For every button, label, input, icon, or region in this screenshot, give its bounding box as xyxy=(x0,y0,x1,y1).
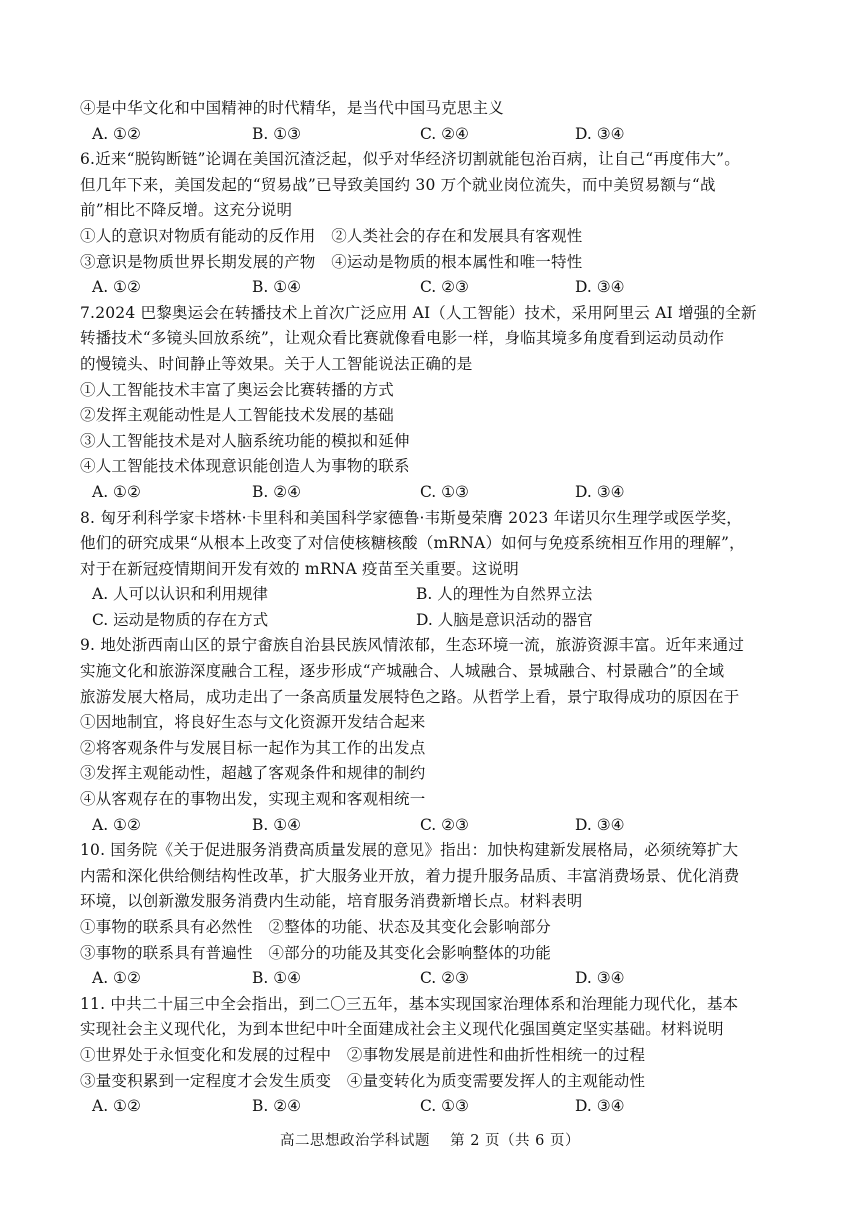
q6-statements: ③意识是物质世界长期发展的产物 ④运动是物质的根本属性和唯一特性 xyxy=(80,252,583,271)
q5-statement-4: ④是中华文化和中国精神的时代精华，是当代中国马克思主义 xyxy=(80,99,504,117)
q9-statement-2: ②将客观条件与发展目标一起作为其工作的出发点 xyxy=(80,738,426,757)
q8-stem-line: 他们的研究成果“从根本上改变了对信使核糖核酸（mRNA）如何与免疫系统相互作用的理解”， xyxy=(80,534,745,553)
q5-option-d: D. ③④ xyxy=(575,124,625,143)
q11-options xyxy=(80,1094,780,1120)
q9-stem-line: 旅游发展大格局，成功走出了一条高质量发展特色之路。从哲学上看，景宁取得成功的原因在于 xyxy=(80,687,740,706)
q11-option-c: C. ①③ xyxy=(420,1097,469,1116)
q5-option-b: B. ①③ xyxy=(252,124,302,143)
q7-option-a: A. ①② xyxy=(92,482,141,501)
q7-option-c: C. ①③ xyxy=(420,482,469,501)
q6-option-a: A. ①② xyxy=(92,278,141,297)
q8-option-b: B. 人的理性为自然界立法 xyxy=(416,585,593,604)
q6-option-d: D. ③④ xyxy=(575,278,625,297)
q11-statements: ①世界处于永恒变化和发展的过程中 ②事物发展是前进性和曲折性相统一的过程 xyxy=(80,1045,646,1064)
q6-statements: ①人的意识对物质有能动的反作用 ②人类社会的存在和发展具有客观性 xyxy=(80,226,583,245)
q5-options xyxy=(80,122,780,148)
q11-option-a: A. ①② xyxy=(92,1097,141,1116)
q6-option-b: B. ①④ xyxy=(252,278,302,297)
q7-statement-3: ③人工智能技术是对人脑系统功能的模拟和延伸 xyxy=(80,431,410,450)
q8-option-a: A. 人可以认识和利用规律 xyxy=(92,585,269,604)
q11-statements: ③量变积累到一定程度才会发生质变 ④量变转化为质变需要发挥人的主观能动性 xyxy=(80,1071,646,1090)
q7-stem-line: 转播技术“多镜头回放系统”，让观众看比赛就像看电影一样，身临其境多角度看到运动员动作 xyxy=(80,329,725,348)
q9-statement-4: ④从客观存在的事物出发，实现主观和客观相统一 xyxy=(80,790,426,809)
q7-statement-2: ②发挥主观能动性是人工智能技术发展的基础 xyxy=(80,406,395,425)
q9-statement-1: ①因地制宜，将良好生态与文化资源开发结合起来 xyxy=(80,713,426,732)
question-content xyxy=(80,96,780,1120)
q7-options xyxy=(80,480,780,506)
q7-statement-1: ①人工智能技术丰富了奥运会比赛转播的方式 xyxy=(80,380,395,399)
q8-option-d: D. 人脑是意识活动的器官 xyxy=(416,610,593,629)
q8-option-c: C. 运动是物质的存在方式 xyxy=(92,610,269,629)
q8-options-row-2 xyxy=(80,608,780,634)
q7-stem-line: 7.2024 巴黎奥运会在转播技术上首次广泛应用 AI（人工智能）技术，采用阿里云 AI 增强的全新 xyxy=(80,303,757,322)
q9-option-b: B. ①④ xyxy=(252,815,302,834)
q6-stem-line: 但几年下来，美国发起的“贸易战”已导致美国约 30 万个就业岗位流失，而中美贸易额与“战 xyxy=(80,175,716,194)
q10-option-b: B. ①④ xyxy=(252,969,302,988)
q11-option-d: D. ③④ xyxy=(575,1097,625,1116)
q10-statements: ①事物的联系具有必然性 ②整体的功能、状态及其变化会影响部分 xyxy=(80,918,552,936)
q7-statement-4: ④人工智能技术体现意识能创造人为事物的联系 xyxy=(80,457,410,476)
q9-option-a: A. ①② xyxy=(92,815,141,834)
q10-stem-line: 内需和深化供给侧结构性改革，扩大服务业开放，着力提升服务品质、丰富消费场景、优化消费 xyxy=(80,866,740,885)
page-footer: 高二思想政治学科试题 第 2 页（共 6 页） xyxy=(280,1133,580,1149)
q5-option-a: A. ①② xyxy=(92,124,141,143)
q9-options xyxy=(80,813,780,839)
q7-option-d: D. ③④ xyxy=(575,482,625,501)
q9-stem-line: 9. 地处浙西南山区的景宁畲族自治县民族风情浓郁，生态环境一流，旅游资源丰富。近年来通过 xyxy=(80,636,745,655)
q10-option-a: A. ①② xyxy=(92,969,141,988)
q10-statements: ③事物的联系具有普遍性 ④部分的功能及其变化会影响整体的功能 xyxy=(80,943,552,962)
q8-options-row-1 xyxy=(80,582,780,608)
q9-option-d: D. ③④ xyxy=(575,815,625,834)
q10-option-c: C. ②③ xyxy=(420,969,469,988)
q7-stem-line: 的慢镜头、时间静止等效果。关于人工智能说法正确的是 xyxy=(80,354,473,373)
q10-stem-line: 10. 国务院《关于促进服务消费高质量发展的意见》指出：加快构建新发展格局，必须统筹扩大 xyxy=(80,841,739,860)
q6-option-c: C. ②③ xyxy=(420,278,469,297)
q10-options xyxy=(80,966,780,992)
q7-option-b: B. ②④ xyxy=(252,482,302,501)
q6-options xyxy=(80,275,780,301)
q11-stem-line: 实现社会主义现代化，为到本世纪中叶全面建成社会主义现代化强国奠定坚实基础。材料说明 xyxy=(80,1020,724,1039)
q10-option-d: D. ③④ xyxy=(575,969,625,988)
q11-stem-line: 11. 中共二十届三中全会指出，到二〇三五年，基本实现国家治理体系和治理能力现代化，基本 xyxy=(80,994,739,1013)
q9-stem-line: 实施文化和旅游深度融合工程，逐步形成“产城融合、人城融合、景城融合、村景融合”的全域 xyxy=(80,662,725,681)
q8-stem-line: 对于在新冠疫情期间开发有效的 mRNA 疫苗至关重要。这说明 xyxy=(80,559,519,578)
q8-stem-line: 8. 匈牙利科学家卡塔林·卡里科和美国科学家德鲁·韦斯曼荣膺 2023 年诺贝尔生理学或医学奖， xyxy=(80,508,742,527)
q6-stem-line: 前”相比不降反增。这充分说明 xyxy=(80,201,293,220)
q11-option-b: B. ②④ xyxy=(252,1097,302,1116)
q9-statement-3: ③发挥主观能动性，超越了客观条件和规律的制约 xyxy=(80,764,426,783)
q5-option-c: C. ②④ xyxy=(420,124,469,143)
q6-stem-line: 6.近来“脱钩断链”论调在美国沉渣泛起，似乎对华经济切割就能包治百病，让自己“再度伟大”。 xyxy=(80,150,740,169)
q9-option-c: C. ②③ xyxy=(420,815,469,834)
q10-stem-line: 环境，以创新激发服务消费内生动能，培育服务消费新增长点。材料表明 xyxy=(80,892,583,911)
